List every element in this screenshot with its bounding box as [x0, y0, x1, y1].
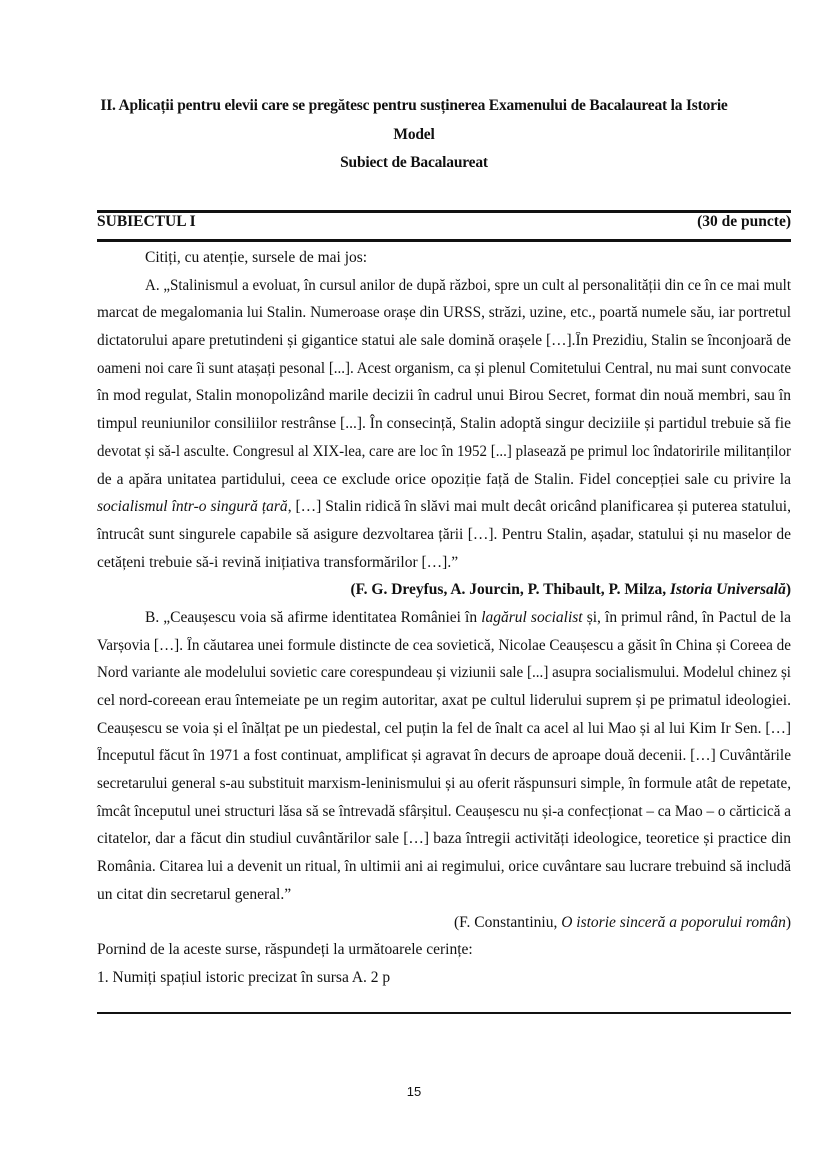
text-segment: Ceaușescu se voia și el înălțat pe un piedestal, cel puțin la fel de înalt ca acel al lui Mao și al lui Kim Ir Sen. […] [97, 719, 791, 737]
text-line [97, 853, 791, 881]
text-line-content [97, 632, 791, 660]
text-line-content [97, 438, 791, 466]
text-line-content [97, 410, 791, 438]
text-line-content [97, 742, 791, 770]
italic-text: O istorie sinceră a poporului român [561, 913, 786, 931]
text-segment: cetățeni trebuie să-i revină inițiativa transformărilor […].” [97, 553, 459, 571]
text-line [97, 659, 791, 687]
text-line [97, 632, 791, 660]
text-line-content [97, 715, 791, 743]
text-line [97, 715, 791, 743]
text-line-content [97, 659, 791, 687]
text-segment: A. „Stalinismul a evoluat, în cursul anilor de după război, spre un cult al personalității din ce în ce mai mult [145, 276, 791, 294]
page-number: 15 [406, 1084, 422, 1099]
text-line [97, 742, 791, 770]
text-segment: devotat și să-l asculte. Congresul al XIX-lea, care are loc în 1952 [...] plasează pe primul loc îndatoririle militanților [97, 442, 791, 460]
text-segment: Varșovia […]. În căutarea unei formule distincte de cea sovietică, Nicolae Ceaușescu a găsit în China și Coreea de [97, 636, 791, 654]
document-heading: II. Aplicații pentru elevii care se pregătesc pentru susținerea Examenului de Bacalaureat la Istorie [100, 97, 728, 114]
subject-header [97, 213, 791, 231]
text-line-content [97, 936, 473, 964]
text-line [97, 770, 791, 798]
text-segment: îmcât începutul unei structuri lăsa să se întrevadă sfârșitul. Ceaușescu nu și-a confecționat – ca Mao – o cărticică a [97, 802, 791, 820]
text-segment: marcat de megalomania lui Stalin. Numeroase orașe din URSS, străzi, uzine, etc., poartă numele său, iar portretul [97, 304, 791, 322]
italic-text: Istoria Universală [669, 581, 786, 599]
text-line [97, 549, 791, 577]
text-line-content [97, 687, 791, 715]
document-body [97, 244, 791, 992]
text-line-content [97, 327, 791, 355]
text-segment: ) [785, 913, 791, 931]
text-segment: B. „Ceaușescu voia să afirme identitatea României în [145, 608, 482, 626]
bottom-divider [97, 1012, 791, 1014]
text-line [97, 327, 791, 355]
text-segment: Începutul făcut în 1971 a fost continuat, amplificat și agravat în decurs de aproape două decenii. […] Cuvântările [97, 747, 791, 765]
text-segment: citatelor, dar a făcut din studiul cuvântărilor sale […] baza întregii activități ideologice, teoretice și practice din [97, 830, 791, 848]
text-line-content [97, 853, 791, 881]
text-line [97, 825, 791, 853]
text-segment: în mod regulat, Stalin monopolizând marile decizii în cadrul unui Birou Secret, format din nouă membri, sau în [97, 387, 791, 405]
text-segment: Nord variante ale modelului sovietic care corespundeau și viziunii sale [...] asupra socialismului. Modelul chinez și [97, 664, 791, 682]
text-line [97, 355, 791, 383]
text-line [97, 410, 791, 438]
text-segment: întrucât sunt singurele capabile să asigure dezvoltarea țării […]. Pentru Stalin, așadar, statului și nu maselor de [97, 525, 791, 543]
text-segment: oameni noi care îi sunt atașați pesonal [...]. Acest organism, ca și plenul Comitetului Central, nu mai sunt convocate [97, 359, 791, 377]
text-line [97, 604, 791, 632]
text-segment: , […] Stalin ridică în slăvi mai mult decât oricând planificarea și puterea statului, [287, 498, 791, 516]
text-segment: (F. G. Dreyfus, A. Jourcin, P. Thibault, P. Milza, [350, 581, 670, 599]
subject-divider [97, 239, 791, 242]
text-segment: Pornind de la aceste surse, răspundeți la următoarele cerințe: [97, 941, 473, 959]
text-segment: și, în primul rând, în Pactul de la [582, 608, 791, 626]
text-segment: ) [785, 581, 791, 599]
italic-text: socialismul într-o singură țară [97, 498, 288, 516]
text-line-content [97, 881, 291, 909]
italic-text: lagărul socialist [481, 608, 583, 626]
text-line [97, 272, 791, 300]
text-line [97, 438, 791, 466]
text-line [97, 382, 791, 410]
text-segment: Citiți, cu atenție, sursele de mai jos: [145, 249, 368, 266]
text-line-content [350, 576, 791, 604]
text-line-content [145, 244, 367, 272]
source-citation [97, 576, 791, 604]
text-line-content [97, 521, 791, 549]
document-subheading-subject: Subiect de Bacalaureat [340, 154, 488, 171]
subject-points: (30 de puncte) [697, 213, 791, 230]
text-line-content [145, 272, 791, 300]
text-segment: cel nord-coreean erau întemeiate pe un regim autoritar, axat pe cultul liderului suprem și pe primatul ideologiei. [97, 692, 791, 709]
text-line [97, 466, 791, 494]
text-segment: un citat din secretarul general.” [97, 885, 292, 903]
text-line-content [97, 299, 791, 327]
text-line [97, 964, 791, 992]
text-line [97, 798, 791, 826]
text-line-content [97, 964, 390, 992]
text-line-content [145, 604, 791, 632]
text-line [97, 244, 791, 272]
text-line [97, 936, 791, 964]
text-segment: secretarului general s-au substituit marxism-leninismului și au oferit răspunsuri simple, în formule atât de repetate, [97, 775, 791, 793]
text-line-content [97, 355, 791, 383]
text-line-content [454, 909, 791, 937]
text-line [97, 881, 791, 909]
text-segment: 1. Numiți spațiul istoric precizat în sursa A. 2 p [97, 968, 391, 986]
text-line [97, 521, 791, 549]
text-line-content [97, 825, 791, 853]
text-line [97, 687, 791, 715]
subject-title: SUBIECTUL I [97, 213, 196, 230]
source-citation [97, 909, 791, 937]
text-line-content [97, 770, 791, 798]
text-segment: dictatorului apare pretutindeni și gigantice statui ale sale domină orașele […].În Prezidiu, Stalin se înconjoară de [97, 332, 791, 350]
text-line-content [97, 549, 458, 577]
text-line-content [97, 466, 791, 494]
document-subheading-model: Model [393, 126, 435, 143]
text-line-content [97, 382, 791, 410]
text-segment: timpul reuniunilor consiliilor restrânse [...]. În consecință, Stalin adoptă singur deciziile și partidul trebuie să fie [97, 415, 791, 433]
text-segment: de a apăra unitatea partidului, ceea ce exclude orice opoziție față de Stalin. Fidel concepției sale cu privire la [97, 470, 791, 488]
text-line [97, 299, 791, 327]
text-segment: (F. Constantiniu, [453, 913, 562, 931]
text-line-content [97, 493, 791, 521]
text-line-content [97, 798, 791, 826]
text-segment: România. Citarea lui a devenit un ritual, în ultimii ani ai regimului, orice cuvântare sau lucrare trebuind să includă [97, 858, 791, 876]
text-line [97, 493, 791, 521]
